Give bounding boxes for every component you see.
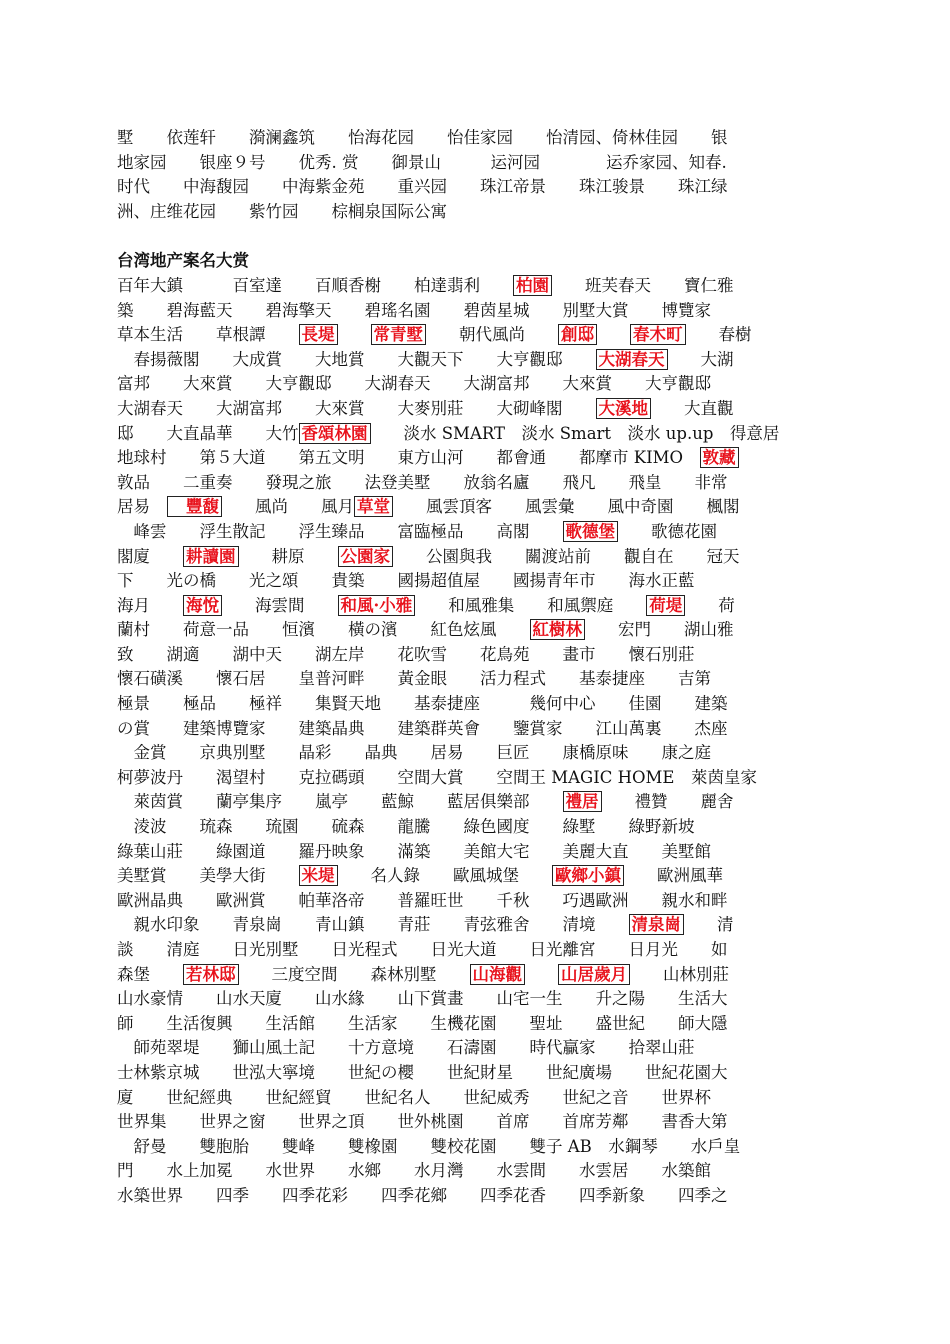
text-line [117,766,837,791]
text-run: 富邦 大來賞 大亨觀邸 大湖春天 大湖富邦 大來賞 大亨觀邸 [117,374,711,394]
text-run: 地球村 第５大道 第五文明 東方山河 都會通 都摩市 KIMO [117,448,700,468]
text-run: 綠葉山莊 綠園道 羅丹映象 滿築 美館大宅 美麗大直 美墅館 [117,841,711,861]
text-line [117,717,837,742]
text-run: 風尚 風月 [222,497,354,517]
text-run: 下 光の橋 光之頌 貴築 國揚超值屋 國揚青年市 海水正藍 [117,571,695,591]
text-line [117,815,837,840]
text-line [117,397,837,422]
text-run: 水築世界 四季 四季花彩 四季花鄉 四季花香 四季新象 四季之 [117,1185,728,1205]
text-line [117,446,837,471]
text-line: 地家园 银座９号 优秀. 赏 御景山 运河园 运乔家园、知春. [117,152,727,172]
highlighted-name: 常青墅 [371,324,427,345]
text-line [117,520,837,545]
text-run: 清 [684,915,734,935]
text-run: 春樹 [685,325,752,345]
text-run: 柯夢波丹 渴望村 克拉碼頭 空間大賞 空間王 MAGIC HOME 萊茵皇家 [117,767,757,787]
text-line [117,963,837,988]
highlighted-name: 草堂 [354,496,393,517]
text-run [525,965,558,984]
text-run: 百年大鎮 百室達 百順香榭 柏達翡利 [117,275,513,295]
text-run: 三度空間 森林別墅 [238,964,470,984]
text-run: 峰雲 浮生散記 浮生臻品 富臨極品 高閣 [117,521,563,541]
text-run: 公園與我 關渡站前 觀自在 冠天 [393,546,740,566]
text-run: 風雲頂客 風雲彙 風中奇園 楓閣 [393,497,740,517]
name-list-paragraph [117,274,837,1209]
text-line [117,471,837,496]
text-line [117,1184,837,1209]
highlighted-name: 大湖春天 [596,349,668,370]
text-line [117,938,837,963]
text-line [117,1061,837,1086]
text-line [117,594,837,619]
text-run: 森堡 [117,964,183,984]
text-run: 班芙春天 寶仁雅 [552,275,734,295]
text-line [117,372,837,397]
text-line [117,495,837,520]
text-run: 極景 極品 極祥 集賢天地 基泰捷座 幾何中心 佳園 建築 [117,694,728,714]
text-line [117,889,837,914]
text-line [117,618,837,643]
text-line [117,667,837,692]
text-run: 邸 大直晶華 大竹 [117,423,299,443]
text-line [117,913,837,938]
text-run: の賞 建築博覽家 建築晶典 建築群英會 鑒賞家 江山萬裏 杰座 [117,718,728,738]
text-run: 閣廈 [117,546,183,566]
text-run: 淩波 琉森 琉園 硫森 龍騰 綠色國度 綠墅 綠野新坡 [117,817,695,837]
text-run: 宏門 湖山雅 [585,620,734,640]
text-line: 时代 中海馥园 中海紫金苑 重兴园 珠江帝景 珠江骏景 珠江绿 [117,177,728,197]
text-run: 築 碧海藍天 碧海擎天 碧瑤名園 碧茵星城 別墅大賞 博覽家 [117,300,711,320]
text-line [117,569,837,594]
highlighted-name: 耕讀園 [183,546,239,567]
text-line: 墅 依莲轩 漪澜鑫筑 怡海花园 怡佳家园 怡清园、倚林佳园 银 [117,128,728,147]
text-run: 朝代風尚 [426,325,558,345]
highlighted-name: 長堤 [299,324,338,345]
document-page [117,126,837,1209]
text-line [117,1110,837,1135]
text-line [117,348,837,373]
highlighted-name: 清泉崗 [629,914,685,935]
text-line [117,1086,837,1111]
text-run: 敦品 二重奏 發現之旅 法登美墅 放翁名廬 飛凡 飛皇 非常 [117,472,728,492]
text-run: 師苑翠堤 獅山風土記 十方意境 石濤園 時代贏家 拾翠山莊 [117,1038,695,1058]
text-run: 親水印象 青泉崗 青山鎮 青莊 青弦雅舍 清境 [117,915,629,935]
highlighted-name: 創邸 [558,324,597,345]
text-line [117,692,837,717]
text-run: 大湖 [667,349,734,369]
highlighted-name: 柏園 [513,275,552,296]
highlighted-name: 禮居 [563,791,602,812]
text-run: 山水豪情 山水天廈 山水緣 山下賞畫 山宅一生 升之陽 生活大 [117,989,728,1009]
text-line [117,422,837,447]
text-run: 大湖春天 大湖富邦 大來賞 大麥別莊 大砌峰閣 [117,398,596,418]
text-run: 居易 [117,497,167,517]
text-line [117,1135,837,1160]
text-run: 歌德花園 [618,521,717,541]
text-run: 荷 [685,595,735,615]
text-run: 門 水上加冕 水世界 水鄉 水月灣 水雲間 水雲居 水築館 [117,1161,711,1181]
highlighted-name: 歐鄉小鎮 [552,865,624,886]
text-line [117,1012,837,1037]
text-run: 士林紫京城 世泓大寧境 世紀の櫻 世紀財星 世紀廣場 世紀花園大 [117,1062,728,1082]
text-line [117,1036,837,1061]
text-line [117,790,837,815]
section-title: 台湾地产案名大赏 [117,251,249,271]
text-run: 海雲間 [222,595,338,615]
text-run: 海月 [117,595,183,615]
text-run: 山林別莊 [630,964,729,984]
text-run: 草本生活 草根譚 [117,325,299,345]
text-run: 廈 世紀經典 世紀經貿 世紀名人 世紀威秀 世紀之音 世界杯 [117,1087,711,1107]
highlighted-name: 敦藏 [700,447,739,468]
text-run: 萊茵賞 蘭亭集序 嵐亭 藍鯨 藍居俱樂部 [117,792,563,812]
highlighted-name: 春木町 [630,324,686,345]
text-run: 師 生活復興 生活館 生活家 生機花園 聖址 盛世紀 師大隱 [117,1013,728,1033]
highlighted-name: 山居歲月 [558,964,630,985]
highlighted-name: 若林邸 [183,964,239,985]
text-run: 淡水 SMART 淡水 Smart 淡水 up.up 得意居 [370,423,780,443]
text-run: 金賞 京典別墅 晶彩 晶典 居易 巨匠 康橋原味 康之庭 [117,743,711,763]
text-line [117,545,837,570]
paragraph-gap [117,224,837,249]
highlighted-name: 歌德堡 [563,521,619,542]
highlighted-name: 紅樹林 [530,619,586,640]
text-line [117,274,837,299]
highlighted-name: 荷堤 [646,595,685,616]
text-line: 洲、庄维花园 紫竹园 棕榈泉国际公寓 [117,201,447,221]
text-run: 談 清庭 日光別墅 日光程式 日光大道 日光離宮 日月光 如 [117,940,728,959]
text-run: 名人錄 歐風城堡 [337,866,552,886]
highlighted-name: 香頌林園 [299,423,371,444]
text-run: 禮贊 麗舍 [601,792,734,812]
text-run: 春揚薇閣 大成賞 大地賞 大觀天下 大亨觀邸 [117,349,596,369]
highlighted-name: 山海觀 [470,964,526,985]
highlighted-name: 大溪地 [596,398,652,419]
intro-paragraph [117,126,837,224]
text-line [117,643,837,668]
text-run: 致 湖適 湖中天 湖左岸 花吹雪 花鳥苑 畫市 懷石別莊 [117,644,695,664]
highlighted-name: 海悅 [183,595,222,616]
text-line [117,864,837,889]
text-run: 歐洲晶典 歐洲賞 帕華洛帝 普羅旺世 千秋 巧遇歐洲 親水和畔 [117,890,728,910]
text-run [338,325,371,344]
text-line [117,987,837,1012]
text-run: 美墅賞 美學大街 [117,866,299,886]
text-run: 耕原 [238,546,338,566]
text-run: 和風雅集 和風禦庭 [415,595,647,615]
text-run: 大直觀 [651,398,734,418]
highlighted-name: 米堤 [299,865,338,886]
highlighted-name: 和風·小雅 [338,595,416,616]
text-line [117,1159,837,1184]
text-line [117,323,837,348]
text-line [117,299,837,324]
highlighted-name: 公園家 [338,546,394,567]
text-line [117,840,837,865]
highlighted-name: 豐馥 [167,496,223,517]
text-line [117,741,837,766]
text-run: 蘭村 荷意一品 恒濱 橫の濱 紅色炫風 [117,620,530,640]
text-run: 懷石磺溪 懷石居 皇普河畔 黃金眼 活力程式 基泰捷座 吉第 [117,669,711,689]
text-run: 世界集 世界之窗 世界之頂 世外桃園 首席 首席芳鄰 書香大第 [117,1112,728,1132]
text-run [597,325,630,344]
text-run: 歐洲風華 [624,866,723,886]
text-run: 舒曼 雙胞胎 雙峰 雙橡園 雙校花園 雙子 AB 水鋼琴 水戶皇 [117,1136,741,1156]
